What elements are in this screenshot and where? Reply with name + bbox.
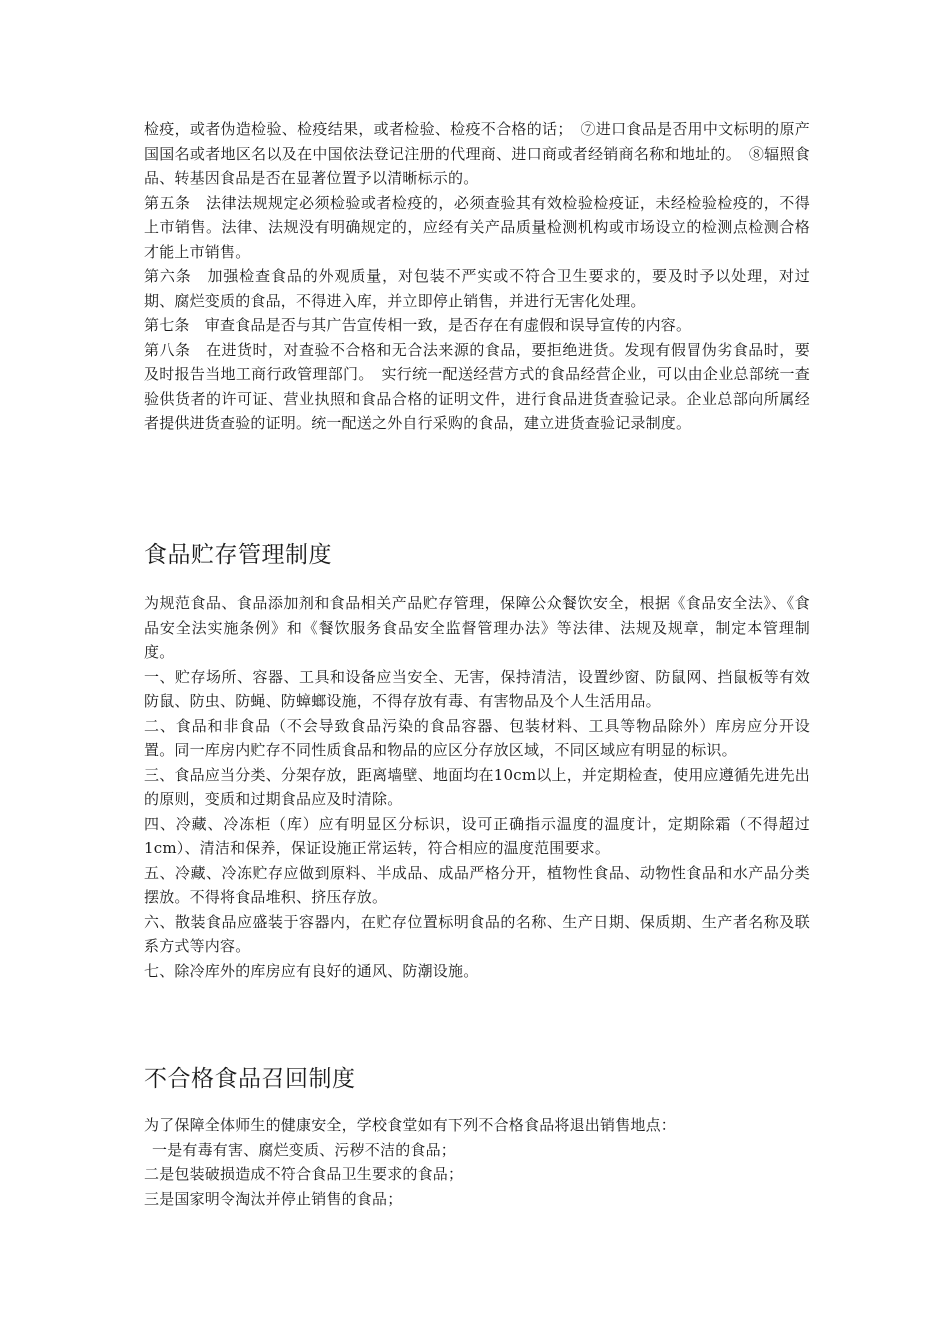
- paragraph-item-7: 七、除冷库外的库房应有良好的通风、防潮设施。: [144, 961, 479, 980]
- section-inspection-continued: [144, 117, 810, 436]
- paragraph-intro: 为规范食品、食品添加剂和食品相关产品贮存管理，保障公众餐饮安全，根据《食品安全法》、《食品安全法实施条例》和《餐饮服务食品安全监督管理办法》等法律、法规及规章，制定本管理制度。: [144, 594, 810, 661]
- paragraph-item-3: 三、食品应当分类、分架存放，距离墙壁、地面均在10cm以上，并定期检查，使用应遵循先进先出的原则，变质和过期食品应及时清除。: [144, 765, 810, 808]
- list-item-1: 一是有毒有害、腐烂变质、污秽不洁的食品；: [152, 1140, 457, 1159]
- document-page: [144, 0, 810, 1344]
- paragraph-article-6: 第六条 加强检查食品的外观质量，对包装不严实或不符合卫生要求的，要及时予以处理，对过期、腐烂变质的食品，不得进入库，并立即停止销售，并进行无害化处理。: [144, 267, 810, 310]
- list-item-3: 三是国家明令淘汰并停止销售的食品；: [144, 1189, 403, 1208]
- list-item-2: 二是包装破损造成不符合食品卫生要求的食品；: [144, 1165, 464, 1183]
- paragraph-intro: 为了保障全体师生的健康安全，学校食堂如有下列不合格食品将退出销售地点：: [144, 1116, 677, 1134]
- section-storage: [144, 591, 810, 983]
- section-title-storage: 食品贮存管理制度: [144, 542, 332, 568]
- paragraph-item-6: 六、散装食品应盛装于容器内，在贮存位置标明食品的名称、生产日期、保质期、生产者名称及联系方式等内容。: [144, 912, 810, 955]
- section-recall: [144, 1113, 810, 1211]
- paragraph: 检疫，或者伪造检验、检疫结果，或者检验、检疫不合格的话； ⑦进口食品是否用中文标明的原产国国名或者地区名以及在中国依法登记注册的代理商、进口商或者经销商名称和地址的。 ⑧辐照食品、转基因食品是否在显著位置予以清晰标示的。: [144, 120, 810, 187]
- paragraph-item-5: 五、冷藏、冷冻贮存应做到原料、半成品、成品严格分开，植物性食品、动物性食品和水产品分类摆放。不得将食品堆积、挤压存放。: [144, 863, 810, 906]
- paragraph-item-1: 一、贮存场所、容器、工具和设备应当安全、无害，保持清洁，设置纱窗、防鼠网、挡鼠板等有效防鼠、防虫、防蝇、防蟑螂设施，不得存放有毒、有害物品及个人生活用品。: [144, 667, 810, 710]
- paragraph-article-7: 第七条 审查食品是否与其广告宣传相一致，是否存在有虚假和误导宣传的内容。: [144, 316, 692, 334]
- paragraph-item-4: 四、冷藏、冷冻柜（库）应有明显区分标识，设可正确指示温度的温度计，定期除霜（不得超过1cm）、清洁和保养，保证设施正常运转，符合相应的温度范围要求。: [144, 814, 810, 857]
- paragraph-article-8: 第八条 在进货时，对查验不合格和无合法来源的食品，要拒绝进货。发现有假冒伪劣食品时，要及时报告当地工商行政管理部门。 实行统一配送经营方式的食品经营企业，可以由企业总部统一查验供货者的许可证、营业执照和食品合格的证明文件，进行食品进货查验记录。企业总部向所属经者提供进货查验的证明。统一配送之外自行采购的食品，建立进货查验记录制度。: [144, 340, 810, 432]
- paragraph-item-2: 二、食品和非食品（不会导致食品污染的食品容器、包装材料、工具等物品除外）库房应分开设置。同一库房内贮存不同性质食品和物品的应区分存放区域，不同区域应有明显的标识。: [144, 716, 810, 759]
- paragraph-article-5: 第五条 法律法规规定必须检验或者检疫的，必须查验其有效检验检疫证，未经检验检疫的，不得上市销售。法律、法规没有明确规定的，应经有关产品质量检测机构或市场设立的检测点检测合格才能上市销售。: [144, 193, 810, 261]
- section-title-recall: 不合格食品召回制度: [144, 1066, 356, 1092]
